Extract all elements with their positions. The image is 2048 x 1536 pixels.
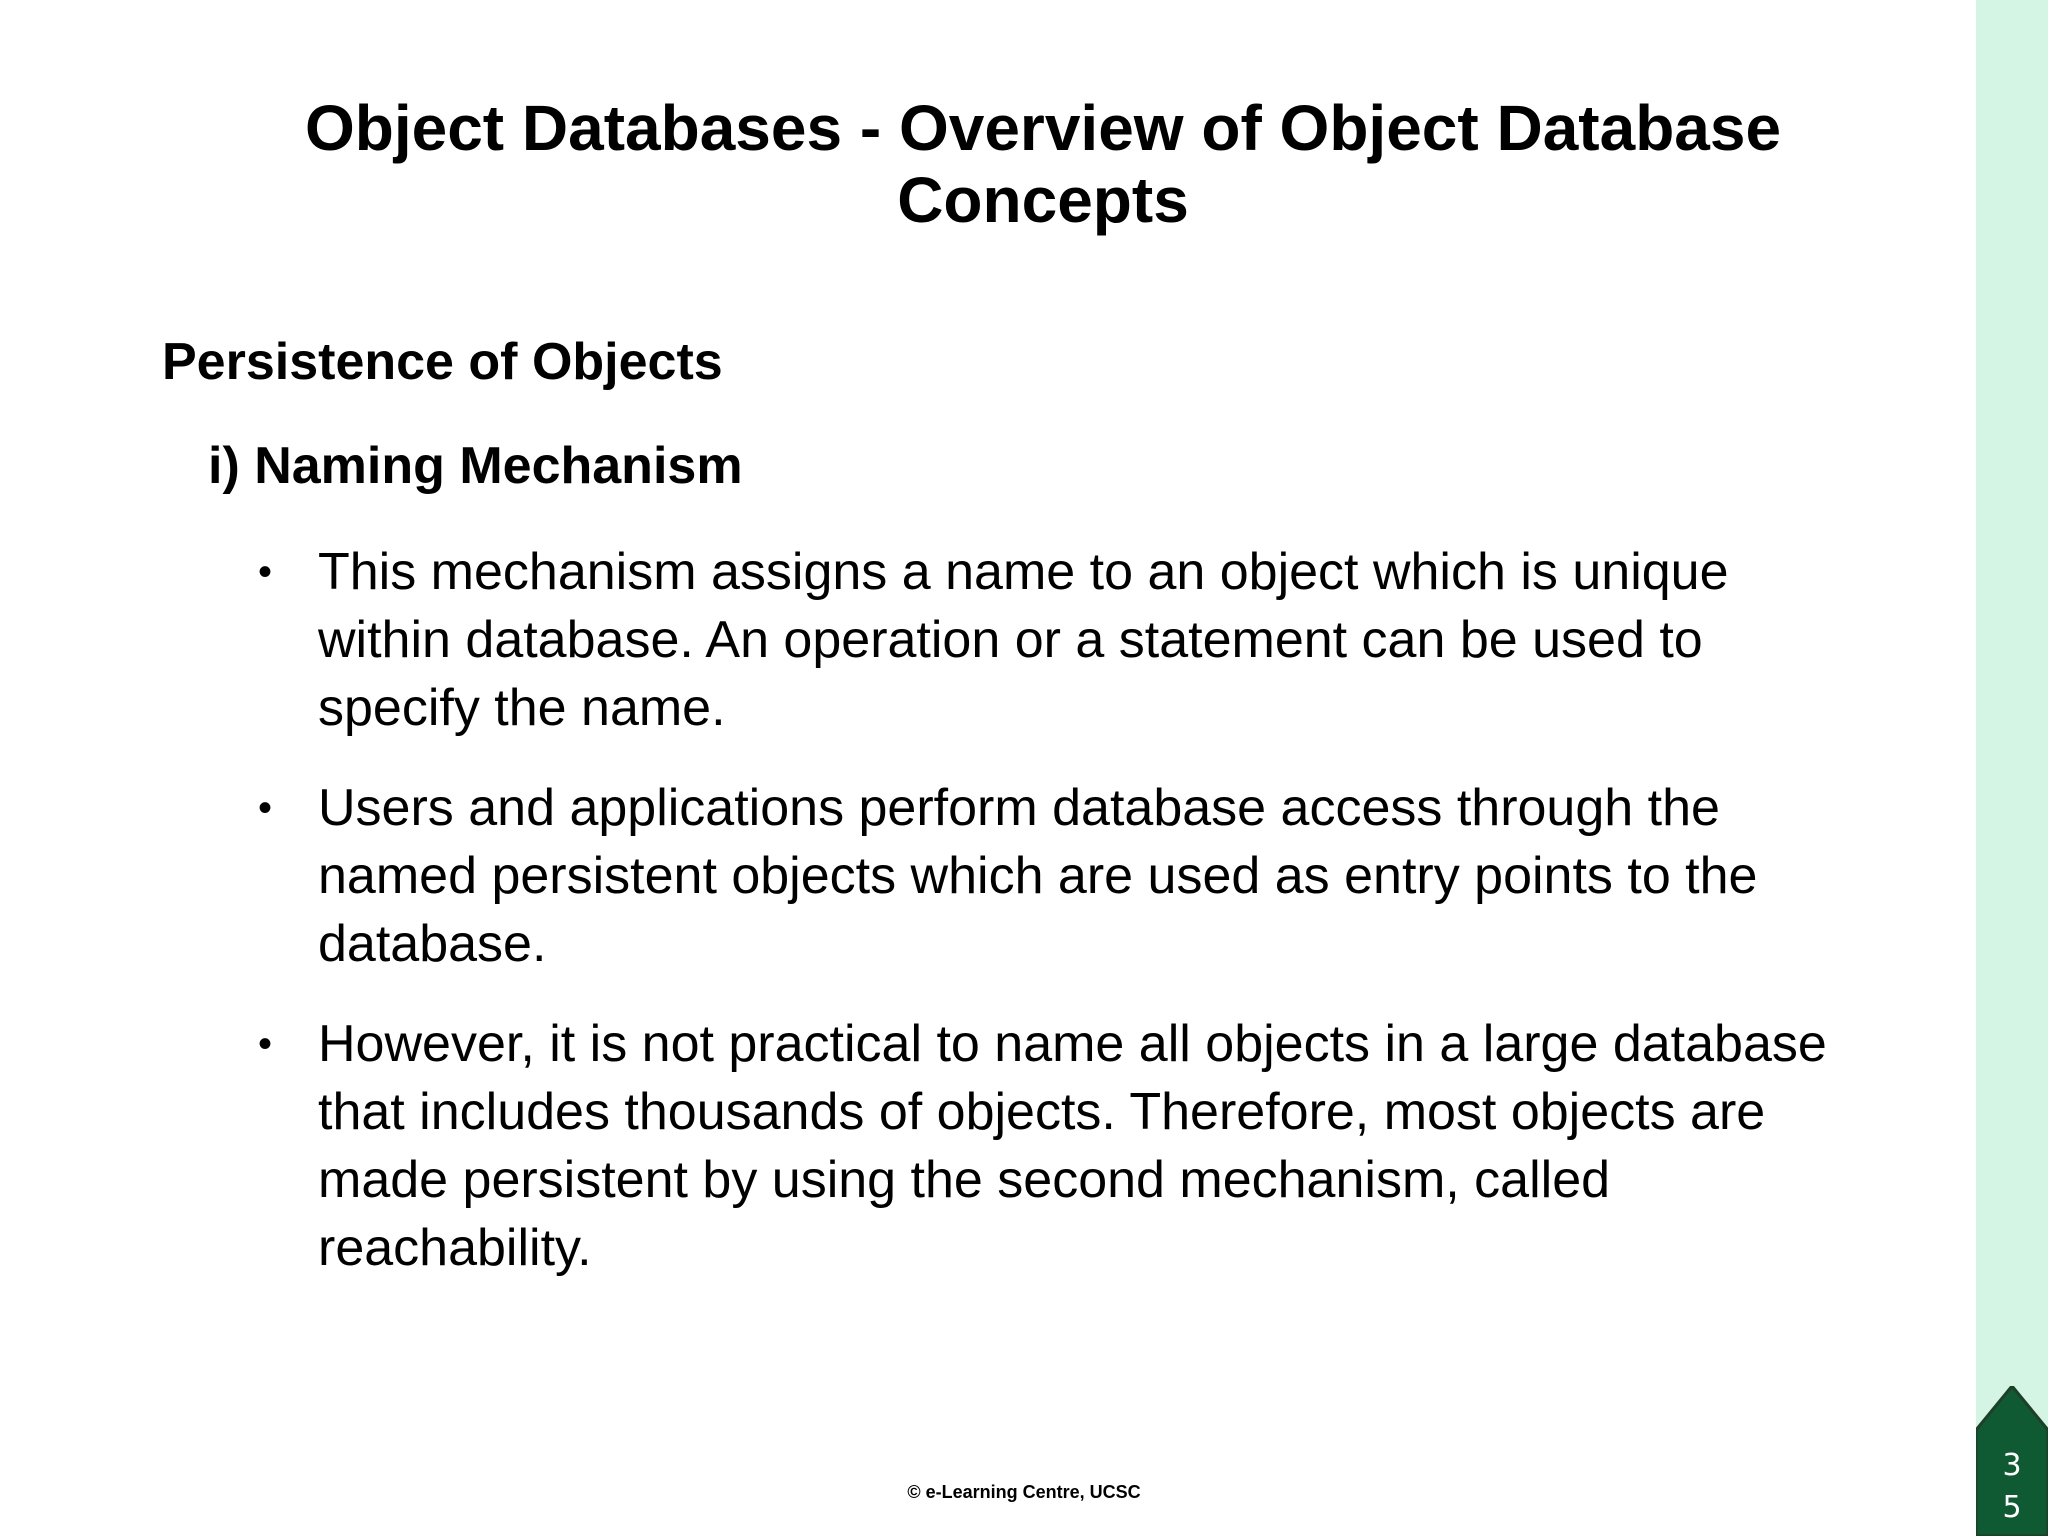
bullet-item [258,774,1868,978]
bullet-icon: • [258,1022,273,1066]
section-heading: Persistence of Objects [162,333,723,391]
slide-title: Object Databases - Overview of Object Database Concepts [304,92,1782,236]
footer-copyright: © e-Learning Centre, UCSC [907,1482,1141,1502]
bullet-text: Users and applications perform database access through the named persistent objects which are used as entry points to the database. [318,779,1758,973]
bullet-item [258,538,1868,742]
side-band [1976,0,2048,1536]
bullet-text: This mechanism assigns a name to an object which is unique within database. An operation or a statement can be used to specify the name. [318,543,1729,737]
page-number-digit: 5 [2002,1490,2022,1525]
sub-heading: i) Naming Mechanism [208,437,743,495]
bullet-text: However, it is not practical to name all objects in a large database that includes thousands of objects. Therefore, most objects are made persistent by using the second mechanism, called reachability. [318,1015,1827,1277]
bullet-icon: • [258,786,273,830]
bullet-list [258,538,1868,1314]
bullet-icon: • [258,550,273,594]
page-number-digit: 3 [2002,1448,2022,1483]
page-number-badge [1976,1386,2048,1536]
bullet-item [258,1010,1868,1282]
